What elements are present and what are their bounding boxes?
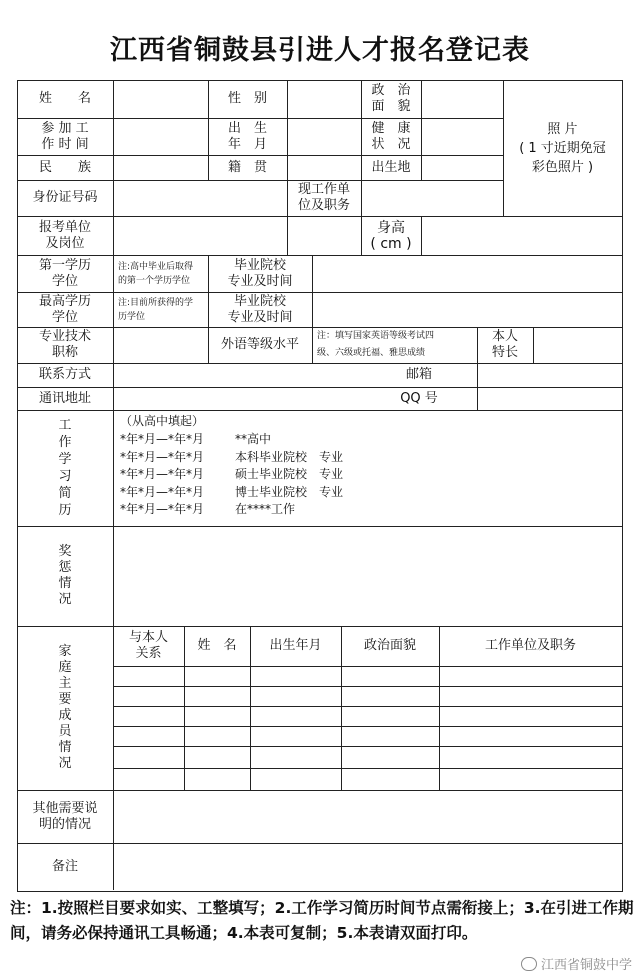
- remarks-label: 备注: [51, 858, 78, 874]
- title-rank-label: 专业技术 职称: [38, 329, 91, 360]
- first-degree-label: 第一学历 学位: [38, 257, 91, 289]
- resume-intro: （从高中填起）: [120, 414, 205, 428]
- awards-label: 奖 惩 情 况: [58, 544, 72, 607]
- family-label: 家 庭 主 要 成 员 情 况: [58, 644, 72, 771]
- form-title: 江西省铜鼓县引进人才报名登记表: [110, 35, 530, 66]
- ethnicity-label: 民 族: [38, 159, 91, 175]
- watermark: [521, 954, 632, 973]
- height-label: 身高 ( cm ): [370, 219, 412, 252]
- current-job-label: 现工作单 位及职务: [297, 182, 350, 213]
- gender-label: 性 别: [227, 91, 267, 106]
- family-job-header: 工作单位及职务: [484, 638, 576, 653]
- resume-dates: *年*月—*年*月 *年*月—*年*月 *年*月—*年*月 *年*月—*年*月 *年*月—*年*月: [120, 432, 205, 516]
- address-label: 通讯地址: [38, 390, 91, 406]
- first-degree-note: 注:高中毕业后取得 的第一个学历学位: [118, 261, 194, 286]
- family-relation-header: 与本人 关系: [128, 630, 168, 661]
- id-number-label: 身份证号码: [32, 190, 98, 205]
- family-name-header: 姓 名: [197, 638, 237, 653]
- footer-note: 注：1.按照栏目要求如实、工整填写；2.工作学习简历时间节点需衔接上；3.在引进工作期间，请务必保持通讯工具畅通；4.本表可复制；5.本表请双面打印。: [10, 899, 634, 942]
- top-school-label: 毕业院校 专业及时间: [227, 293, 293, 325]
- registration-table: [17, 80, 623, 892]
- foreign-lang-label: 外语等级水平: [220, 337, 299, 352]
- birth-label: 出 生 年 月: [227, 120, 267, 152]
- name-label: 姓 名: [38, 91, 91, 106]
- health-label: 健 康 状 况: [371, 120, 411, 152]
- native-label: 籍 贯: [227, 159, 267, 175]
- family-political-header: 政治面貌: [363, 638, 416, 653]
- photo-box[interactable]: 照 片 ( 1 寸近期免冠 彩色照片 ): [519, 121, 606, 175]
- lang-note: 注：填写国家英语等级考试四 级、六级或托福、雅思成绩: [317, 331, 435, 358]
- watermark-text: 江西省铜鼓中学: [540, 958, 632, 973]
- specialty-label: 本人 特长: [491, 329, 518, 360]
- work-start-label: 参 加 工 作 时 间: [41, 120, 89, 152]
- contact-label: 联系方式: [38, 367, 91, 382]
- resume-items: **高中 本科毕业院校 专业 硕士毕业院校 专业 博士毕业院校 专业 在****工作: [235, 432, 344, 516]
- top-degree-note: 注:目前所获得的学 历学位: [118, 297, 194, 322]
- email-label: 邮箱: [405, 367, 432, 382]
- top-degree-label: 最高学历 学位: [38, 293, 91, 325]
- wechat-icon: [521, 957, 537, 971]
- qq-label: QQ 号: [400, 390, 438, 406]
- family-birth-header: 出生年月: [269, 638, 322, 653]
- birthplace-label: 出生地: [371, 159, 411, 175]
- other-label: 其他需要说 明的情况: [32, 800, 98, 832]
- first-school-label: 毕业院校 专业及时间: [227, 257, 293, 289]
- political-label: 政 治 面 貌: [371, 83, 411, 114]
- apply-unit-label: 报考单位 及岗位: [38, 219, 91, 251]
- resume-label: 工 作 学 习 简 历: [58, 418, 72, 518]
